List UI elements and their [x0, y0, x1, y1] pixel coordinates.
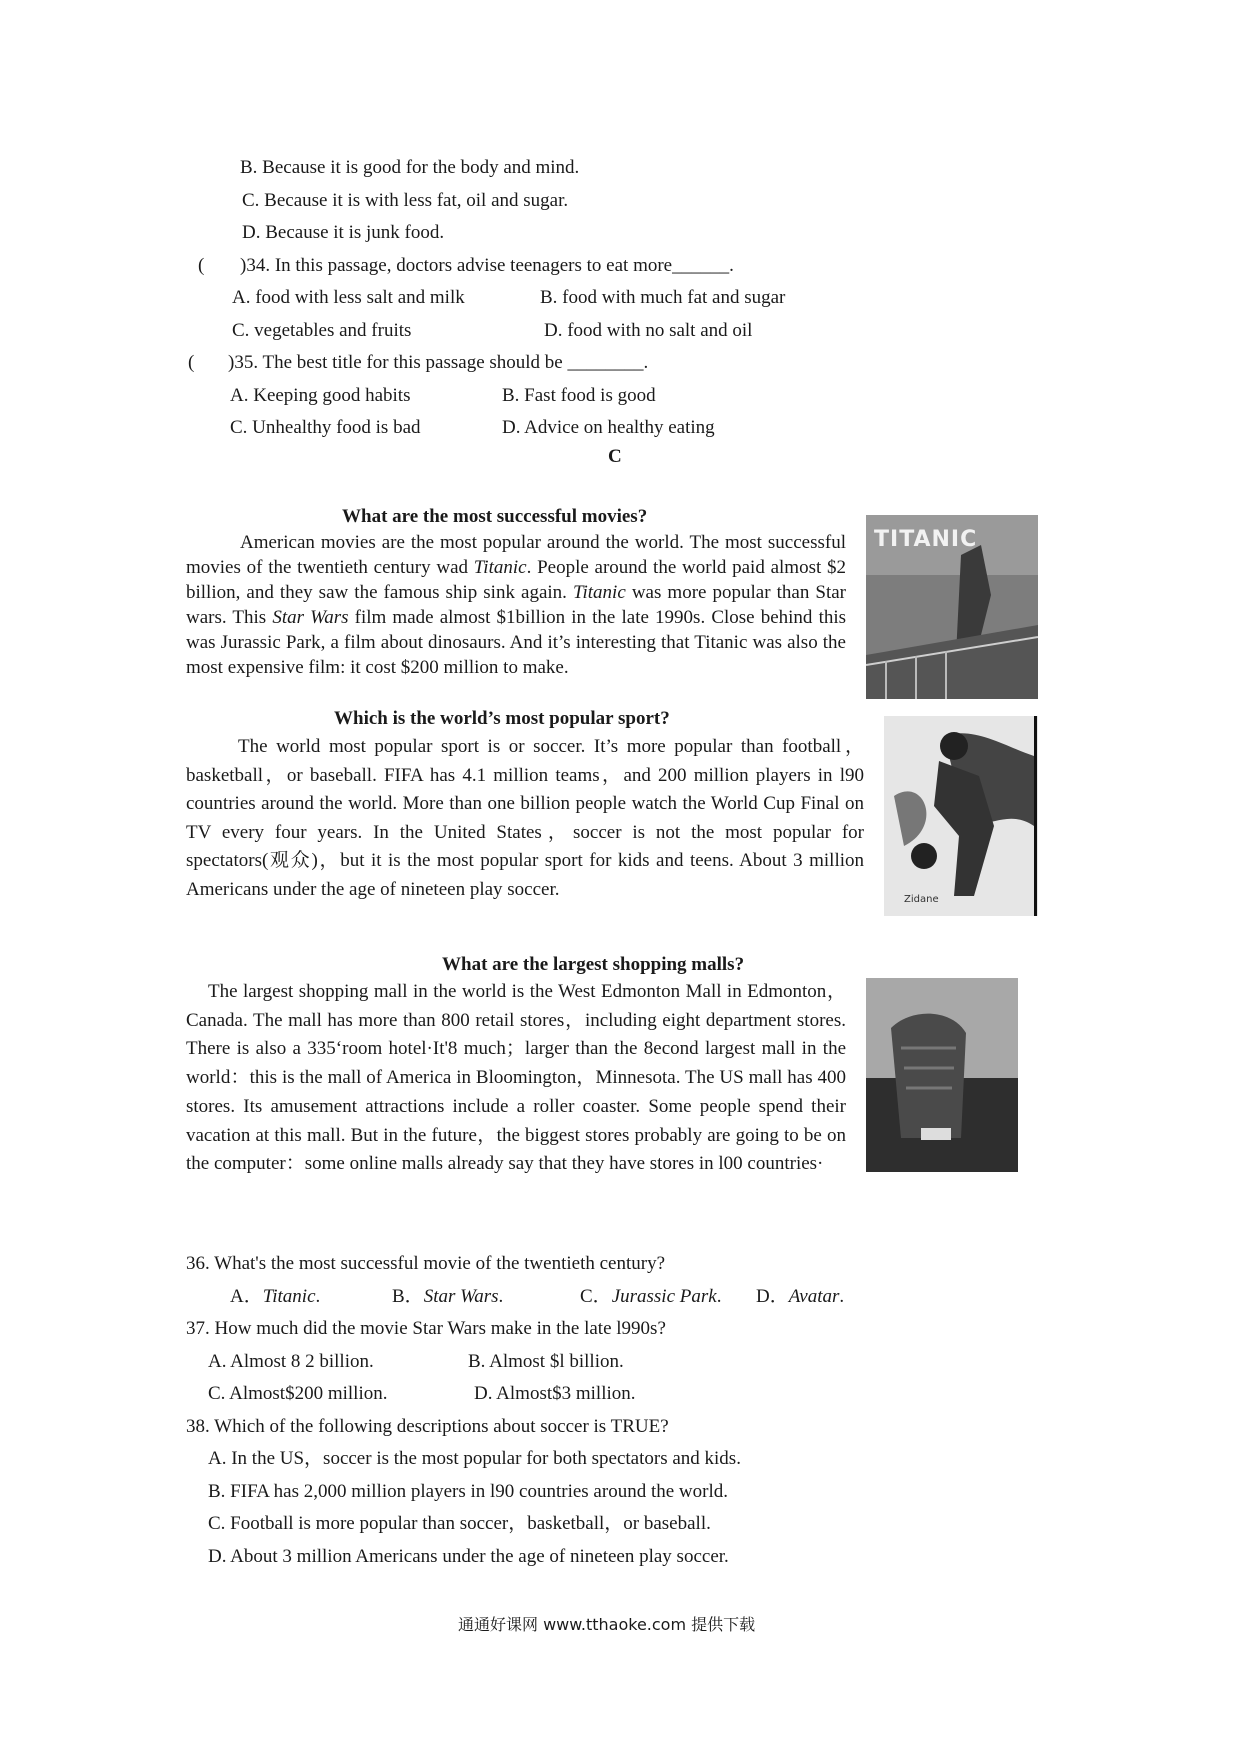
titanic-photo — [866, 515, 1038, 699]
q37-stem: 37. How much did the movie Star Wars make in the late l990s? — [186, 1318, 666, 1339]
q36-stem: 36. What's the most successful movie of the twentieth century? — [186, 1253, 666, 1274]
q37-option-a: A. Almost 8 2 billion. — [208, 1351, 374, 1372]
q35-answer-paren: ( — [188, 352, 195, 373]
q37-option-b: B. Almost $l billion. — [468, 1351, 624, 1372]
movies-paragraph: American movies are the most popular around the world. The most successful movies of the twentieth century wad Titanic. People around the world paid almost $2 billion, and they saw the famous ship sink again. Titanic was more popular than Star wars. This Star Wars film made almost $1billion in the late 1990s. Close behind this was Jurassic Park, a film about dinosaurs. And it’s interesting that Titanic was also the most expensive film: it cost $200 million to make. — [186, 532, 847, 678]
mall-photo — [866, 978, 1018, 1172]
q38-option-d: D. About 3 million Americans under the age of nineteen play soccer. — [208, 1546, 729, 1567]
q38-option-c: C. Football is more popular than soccer，basketball，or baseball. — [208, 1513, 711, 1534]
sport-heading: Which is the world’s most popular sport? — [334, 708, 670, 729]
q35-stem: )35. The best title for this passage should be ________. — [228, 352, 649, 373]
q34-option-b: B. food with much fat and sugar — [540, 287, 786, 308]
titanic-logo: TITANIC — [874, 527, 978, 552]
q34-option-d: D. food with no salt and oil — [544, 320, 753, 341]
section-label: C — [608, 446, 622, 467]
q34-option-c: C. vegetables and fruits — [232, 320, 412, 341]
q35-option-d: D. Advice on healthy eating — [502, 417, 715, 438]
q37-option-c: C. Almost$200 million. — [208, 1383, 388, 1404]
q36-option-a: A．Titanic. — [230, 1286, 321, 1307]
q34-answer-paren: ( — [198, 255, 205, 276]
malls-paragraph: The largest shopping mall in the world is the West Edmonton Mall in Edmonton，Canada. The mall has more than 800 retail stores，including eight department stores. There is also a 335‘room hotel·It'8 much；larger than the 8econd largest mall in the world：this is the mall of America in Bloomington，Minnesota. The US mall has 400 stores. Its amusement attractions include a roller coaster. Some people spend their vacation at this mall. But in the future，the biggest stores probably are going to be on the computer：some online malls already say that they have stores in l00 countries· — [186, 981, 846, 1175]
page-footer: 通通好课网 www.tthaoke.com 提供下载 — [458, 1615, 756, 1634]
q33-option-b: B. Because it is good for the body and mind. — [240, 157, 580, 178]
q38-option-b: B. FIFA has 2,000 million players in l90 countries around the world. — [208, 1481, 728, 1502]
movies-heading: What are the most successful movies? — [342, 506, 648, 527]
q36-option-d: D．Avatar. — [756, 1286, 845, 1307]
malls-heading: What are the largest shopping malls? — [442, 954, 745, 975]
q35-option-b: B. Fast food is good — [502, 385, 656, 406]
q33-option-c: C. Because it is with less fat, oil and sugar. — [242, 190, 569, 211]
q35-option-c: C. Unhealthy food is bad — [230, 417, 421, 438]
q34-stem: )34. In this passage, doctors advise teenagers to eat more______. — [240, 255, 734, 276]
q33-option-d: D. Because it is junk food. — [242, 222, 445, 243]
q36-option-b: B．Star Wars. — [392, 1286, 504, 1307]
q38-option-a: A. In the US，soccer is the most popular for both spectators and kids. — [208, 1448, 741, 1469]
q37-option-d: D. Almost$3 million. — [474, 1383, 636, 1404]
q34-option-a: A. food with less salt and milk — [232, 287, 465, 308]
soccer-photo — [884, 716, 1038, 916]
q38-stem: 38. Which of the following descriptions about soccer is TRUE? — [186, 1416, 669, 1437]
zidane-label: Zidane — [904, 894, 939, 905]
q35-option-a: A. Keeping good habits — [230, 385, 411, 406]
sport-paragraph: The world most popular sport is or soccer. It’s more popular than football，basketball，or baseball. FIFA has 4.1 million teams，and 200 million players in l90 countries around the world. More than one billion people watch the World Cup Final on TV every four years. In the United States，soccer is not the most popular for spectators(观众)，but it is the most popular sport for kids and teens. About 3 million Americans under the age of nineteen play soccer. — [186, 736, 864, 900]
q36-option-c: C．Jurassic Park. — [580, 1286, 722, 1307]
